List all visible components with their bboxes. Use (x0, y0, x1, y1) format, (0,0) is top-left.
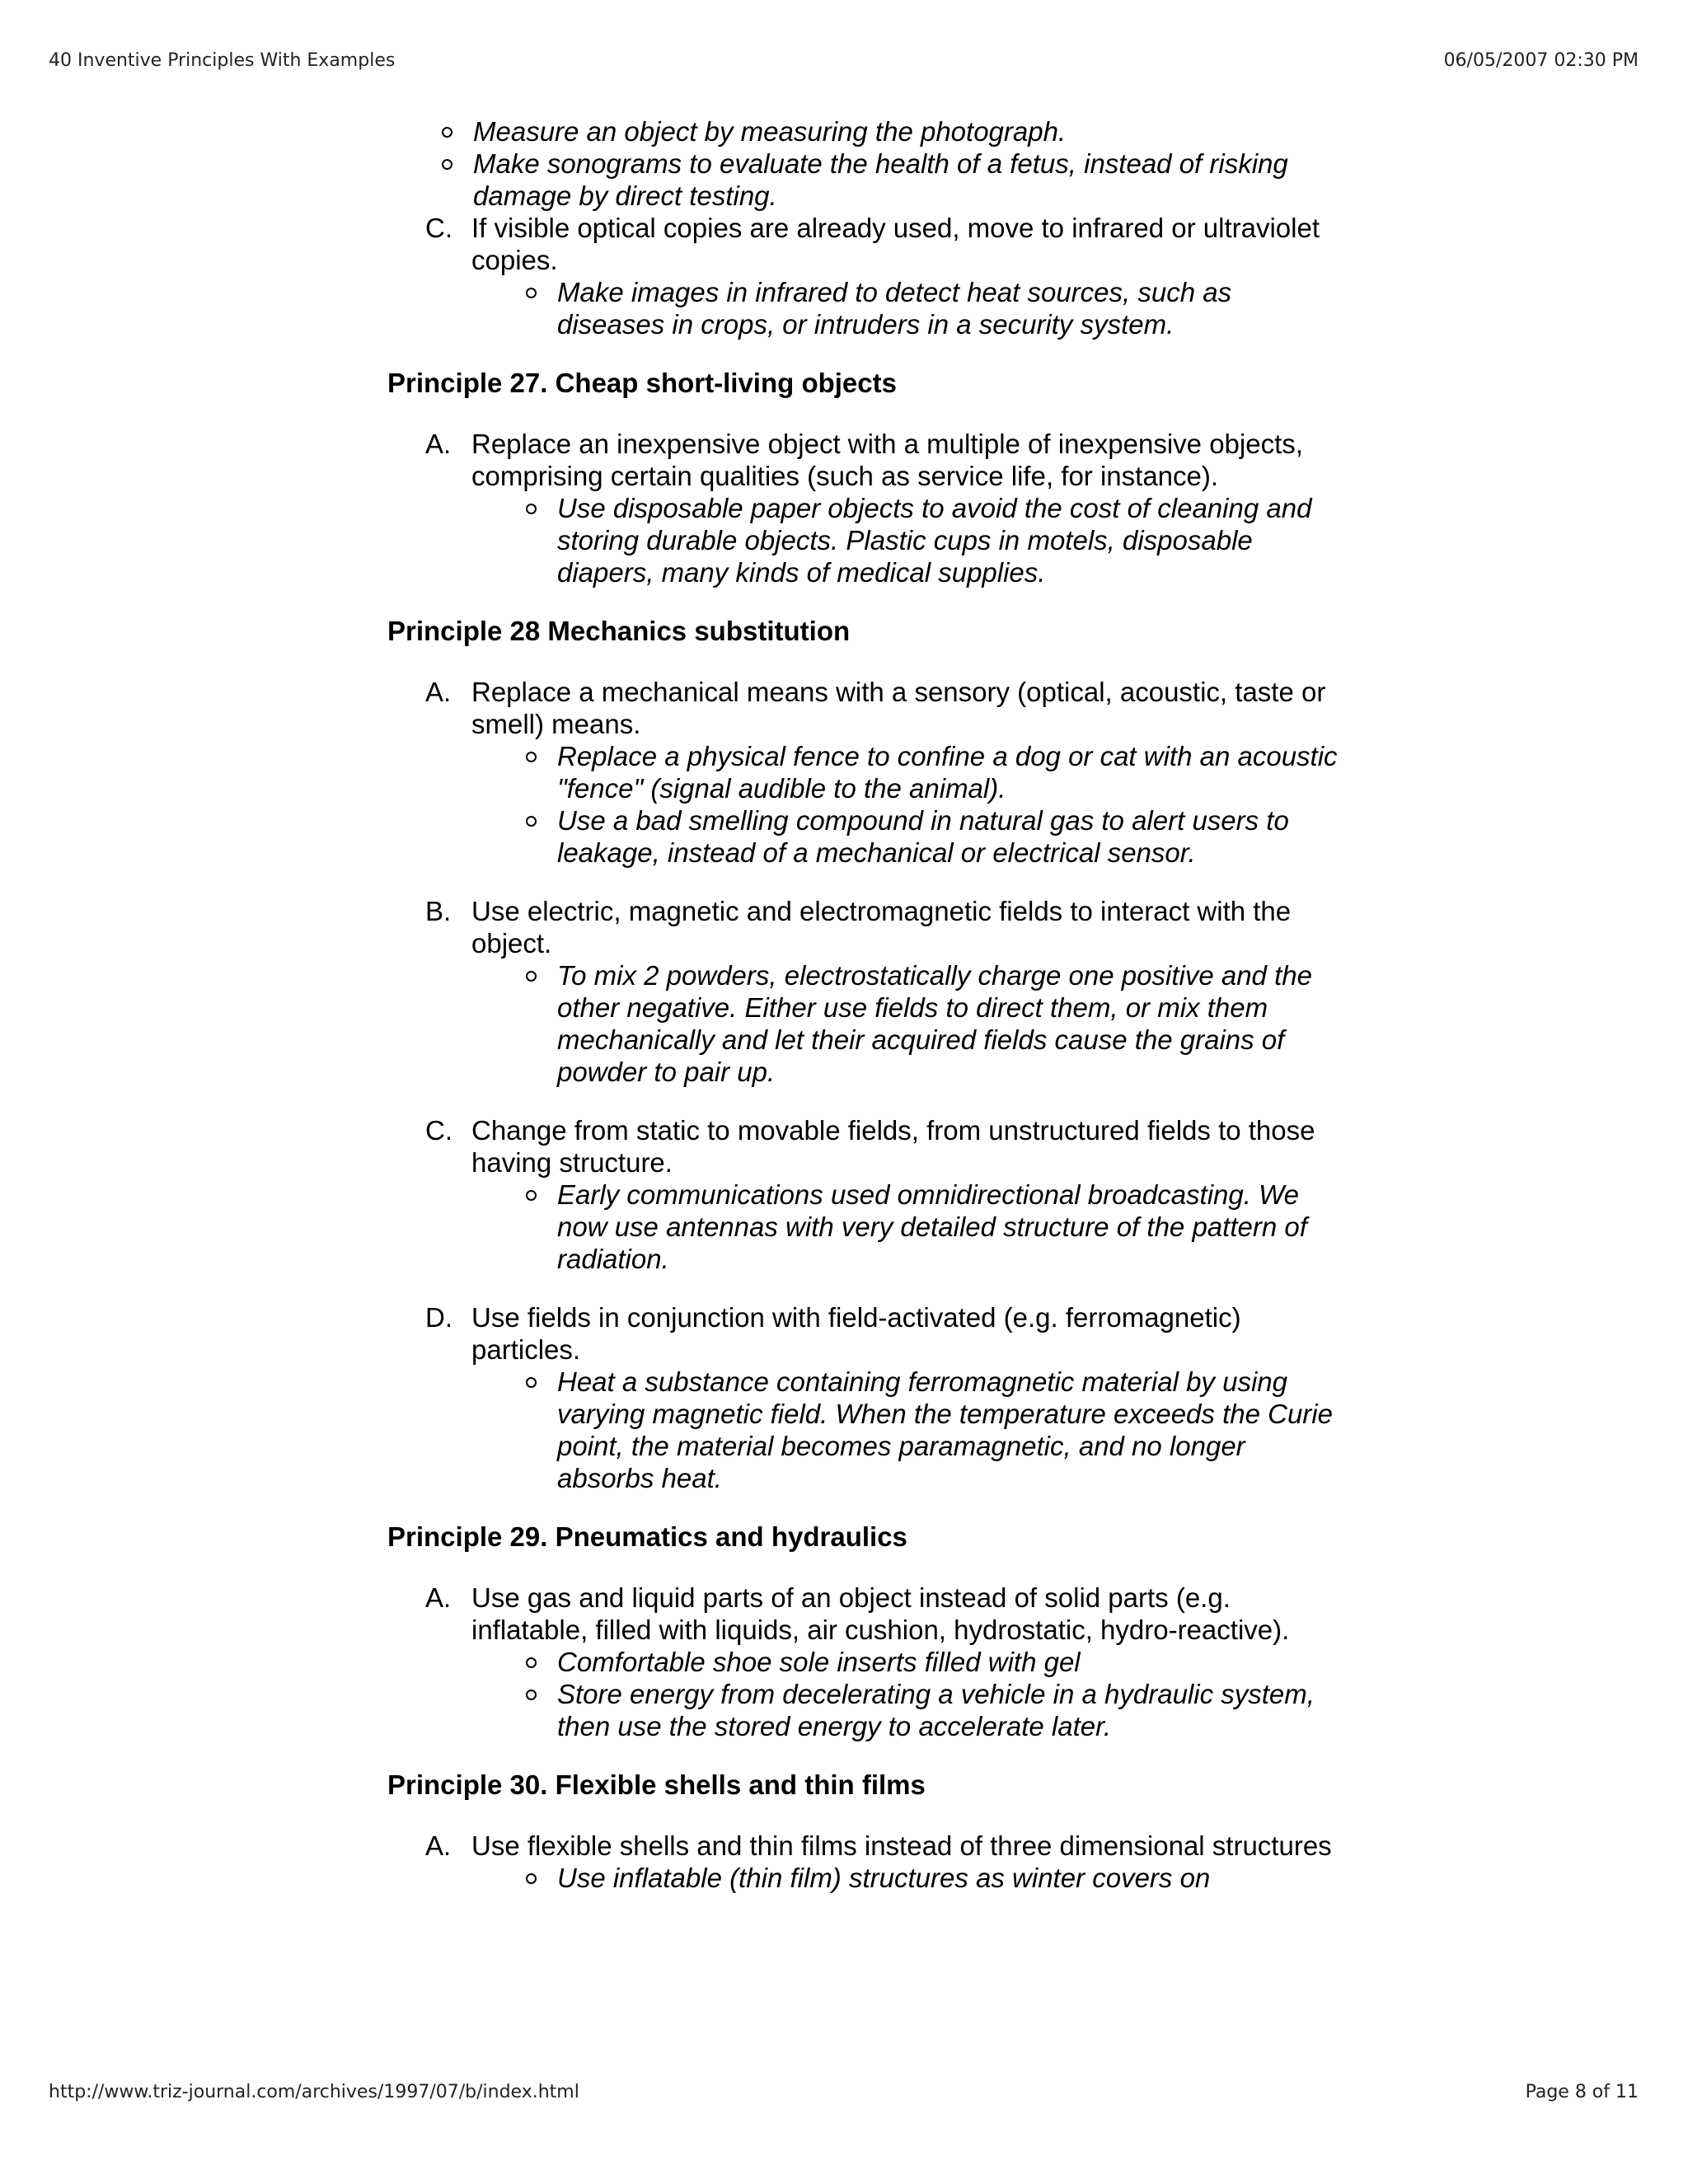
example-list (471, 959, 1343, 1088)
example-item: Make sonograms to evaluate the health of a fetus, instead of risking damage by direct testing. (473, 148, 1343, 212)
example-item: Store energy from decelerating a vehicle in a hydraulic system, then use the stored energy to accelerate later. (557, 1678, 1343, 1742)
example-item: Use inflatable (thin film) structures as winter covers on (557, 1862, 1343, 1894)
example-item: Comfortable shoe sole inserts filled with gel (557, 1646, 1343, 1678)
example-item: Use disposable paper objects to avoid the cost of cleaning and storing durable objects. Plastic cups in motels, disposable diapers, many kinds of medical supplies. (557, 492, 1343, 588)
item-marker: A. (425, 429, 452, 459)
item-text: If visible optical copies are already used, move to infrared or ultraviolet copies. (471, 213, 1320, 275)
item-text: Change from static to movable fields, from unstructured fields to those having structure. (471, 1115, 1315, 1178)
continued-example-list (387, 115, 1343, 212)
item-marker: C. (425, 213, 452, 243)
list-item (387, 212, 1343, 340)
principle-heading: Principle 29. Pneumatics and hydraulics (387, 1521, 907, 1552)
page-number: Page 8 of 11 (1525, 2082, 1639, 2102)
example-item: Measure an object by measuring the photograph. (473, 115, 1343, 148)
example-list (471, 1646, 1343, 1742)
example-list (471, 276, 1343, 340)
list-item (387, 428, 1343, 588)
list-item (387, 1582, 1343, 1742)
example-item: Early communications used omnidirectional broadcasting. We now use antennas with very detailed structure of the pattern of radiation. (557, 1179, 1343, 1275)
item-marker: A. (425, 677, 452, 707)
document-body (387, 115, 1343, 1920)
principle-heading: Principle 27. Cheap short-living objects (387, 368, 897, 398)
item-marker: B. (425, 896, 452, 926)
example-list (471, 1366, 1343, 1494)
list-item (387, 1830, 1343, 1894)
principle-item-list (387, 428, 1343, 588)
principle-heading: Principle 30. Flexible shells and thin films (387, 1769, 926, 1800)
list-item (387, 676, 1343, 869)
header-timestamp: 06/05/2007 02:30 PM (1443, 50, 1639, 71)
item-text: Replace a mechanical means with a sensory (optical, acoustic, taste or smell) means. (471, 677, 1326, 739)
example-item: To mix 2 powders, electrostatically charge one positive and the other negative. Either use fields to direct them, or mix them mechanically and let their acquired fields cause the grains of powder to pair up. (557, 959, 1343, 1088)
item-text: Use gas and liquid parts of an object instead of solid parts (e.g. inflatable, filled with liquids, air cushion, hydrostatic, hydro-reactive). (471, 1582, 1290, 1645)
continued-item-list (387, 212, 1343, 340)
example-item: Make images in infrared to detect heat sources, such as diseases in crops, or intruders in a security system. (557, 276, 1343, 340)
principle-item-list (387, 1830, 1343, 1894)
example-item: Use a bad smelling compound in natural gas to alert users to leakage, instead of a mechanical or electrical sensor. (557, 804, 1343, 869)
example-list (471, 1862, 1343, 1894)
item-text: Use fields in conjunction with field-activated (e.g. ferromagnetic) particles. (471, 1302, 1241, 1365)
item-marker: D. (425, 1302, 452, 1333)
example-list (471, 492, 1343, 588)
item-text: Use flexible shells and thin films instead of three dimensional structures (471, 1830, 1332, 1861)
principle-heading: Principle 28 Mechanics substitution (387, 616, 851, 646)
example-list (471, 740, 1343, 869)
example-item: Replace a physical fence to confine a dog or cat with an acoustic "fence" (signal audible to the animal). (557, 740, 1343, 804)
item-marker: A. (425, 1582, 452, 1613)
item-marker: A. (425, 1830, 452, 1861)
principle-item-list (387, 676, 1343, 1494)
example-list (471, 1179, 1343, 1275)
list-item (387, 1301, 1343, 1494)
list-item (387, 1114, 1343, 1275)
item-text: Replace an inexpensive object with a multiple of inexpensive objects, comprising certain qualities (such as service life, for instance). (471, 429, 1303, 491)
item-text: Use electric, magnetic and electromagnetic fields to interact with the object. (471, 896, 1292, 958)
list-item (387, 895, 1343, 1088)
principle-item-list (387, 1582, 1343, 1742)
item-marker: C. (425, 1115, 452, 1146)
example-item: Heat a substance containing ferromagnetic material by using varying magnetic field. When the temperature exceeds the Curie point, the material becomes paramagnetic, and no longer absorbs heat. (557, 1366, 1343, 1494)
header-title: 40 Inventive Principles With Examples (49, 50, 396, 71)
footer-url: http://www.triz-journal.com/archives/1997/07/b/index.html (49, 2082, 579, 2102)
